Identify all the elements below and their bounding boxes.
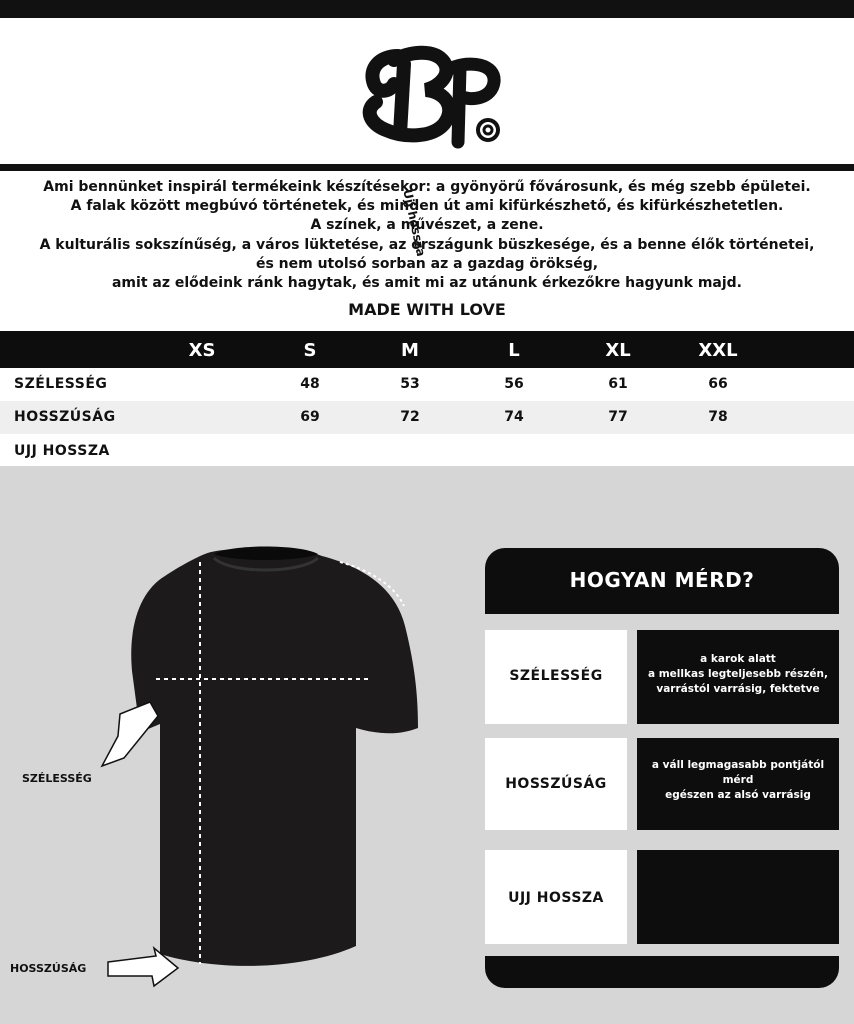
panel-header xyxy=(485,548,839,614)
size-xxl: XXL xyxy=(698,340,738,361)
desc-line: varrástól varrásig, fektetve xyxy=(656,683,820,695)
how-to-label-sleeve: UJJ HOSSZA xyxy=(508,890,604,906)
row-label-sleeve: UJJ HOSSZA xyxy=(14,443,110,459)
table-row xyxy=(0,401,854,434)
row-label-length: HOSSZÚSÁG xyxy=(14,409,116,425)
desc-line: egészen az alsó varrásig xyxy=(665,789,811,801)
size-xl: XL xyxy=(605,340,631,361)
cell-length-xxl: 78 xyxy=(708,409,728,425)
table-row xyxy=(0,434,854,467)
intro-line: Ami bennünket inspirál termékeink készítésekor: a gyönyörű fővárosunk, és még szebb épületei. xyxy=(43,179,811,195)
callout-length: HOSSZÚSÁG xyxy=(10,962,87,975)
cell-width-l: 56 xyxy=(504,376,524,392)
how-to-label-cell xyxy=(485,630,627,724)
how-to-measure-panel xyxy=(485,548,839,988)
intro-line: A falak között megbúvó történetek, és minden út ami kifürkészhető, és kifürkészhetetlen. xyxy=(70,198,784,215)
table-row xyxy=(0,368,854,401)
intro-line: A színek, a művészet, a zene. xyxy=(310,217,544,234)
size-l: L xyxy=(508,340,520,361)
intro-line: amit az elődeink ránk hagytak, és amit mi az utánunk érkezőkre hagyunk majd. xyxy=(111,275,742,292)
intro-line: és nem utolsó sorban az a gazdag örökség, xyxy=(255,255,599,272)
intro-text xyxy=(0,178,854,293)
callout-sleeve: Ujj hossza xyxy=(400,188,429,258)
tagline: MADE WITH LOVE xyxy=(348,300,506,319)
how-to-desc-cell xyxy=(637,738,839,830)
size-xs: XS xyxy=(188,340,216,361)
how-to-desc-cell xyxy=(637,850,839,944)
cell-width-xl: 61 xyxy=(608,376,628,392)
how-to-label-cell xyxy=(485,738,627,830)
cell-length-m: 72 xyxy=(400,409,420,425)
top-bar xyxy=(0,0,854,18)
cell-length-s: 69 xyxy=(300,409,320,425)
tshirt-diagram xyxy=(0,466,480,1024)
desc-line: mérd xyxy=(722,774,754,786)
how-to-label-width: SZÉLESSÉG xyxy=(509,668,603,684)
panel-title: HOGYAN MÉRD? xyxy=(569,568,755,592)
header-divider xyxy=(0,164,854,171)
panel-footer xyxy=(485,956,839,988)
how-to-label-cell xyxy=(485,850,627,944)
how-to-label-length: HOSSZÚSÁG xyxy=(505,776,607,792)
desc-line: a karok alatt xyxy=(700,653,776,665)
desc-line: a váll legmagasabb pontjától xyxy=(651,759,825,771)
cell-length-xl: 77 xyxy=(608,409,628,425)
brand-logo xyxy=(360,38,520,158)
cell-length-l: 74 xyxy=(504,409,524,425)
size-s: S xyxy=(303,340,317,361)
how-to-desc-cell xyxy=(637,630,839,724)
row-label-width: SZÉLESSÉG xyxy=(14,376,108,392)
desc-line: a mellkas legteljesebb részén, xyxy=(648,668,828,680)
intro-line: A kulturális sokszínűség, a város lüktetése, az országunk büszkesége, és a benne élők történetei, xyxy=(39,236,815,253)
cell-width-xxl: 66 xyxy=(708,376,728,392)
cell-width-m: 53 xyxy=(400,376,420,392)
cell-width-s: 48 xyxy=(300,376,320,392)
size-m: M xyxy=(401,340,419,361)
callout-width: SZÉLESSÉG xyxy=(22,772,92,785)
